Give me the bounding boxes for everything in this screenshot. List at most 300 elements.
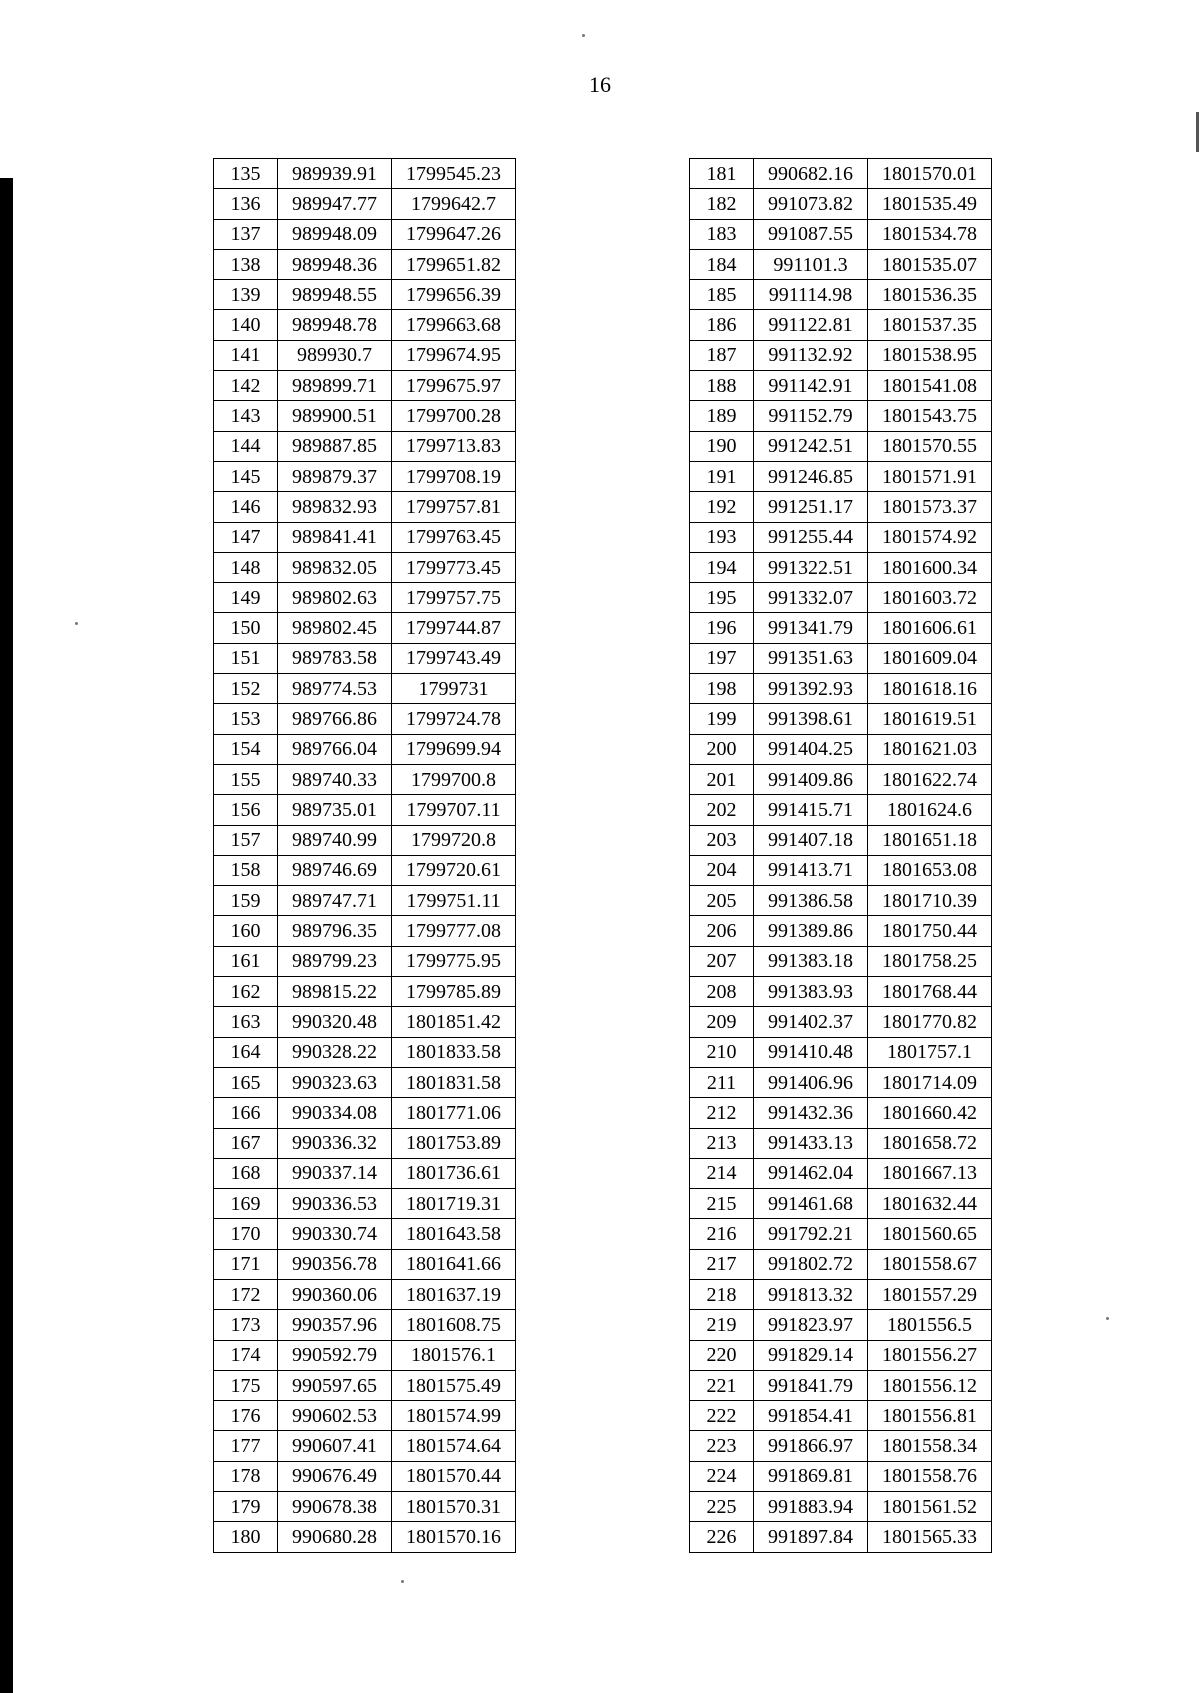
table-row (690, 189, 992, 219)
x-coordinate-cell: 991242.51 (754, 431, 868, 461)
x-coordinate-cell: 989841.41 (278, 522, 392, 552)
table-row (214, 643, 516, 673)
x-coordinate-cell: 991073.82 (754, 189, 868, 219)
x-coordinate-cell: 989832.05 (278, 552, 392, 582)
y-coordinate-cell: 1801768.44 (868, 977, 992, 1007)
x-coordinate-cell: 991114.98 (754, 280, 868, 310)
x-coordinate-cell: 991415.71 (754, 795, 868, 825)
scan-edge-bar (0, 178, 13, 1693)
y-coordinate-cell: 1799642.7 (392, 189, 516, 219)
point-number-cell: 151 (214, 643, 278, 673)
y-coordinate-cell: 1801753.89 (392, 1128, 516, 1158)
x-coordinate-cell: 991351.63 (754, 643, 868, 673)
y-coordinate-cell: 1801660.42 (868, 1098, 992, 1128)
x-coordinate-cell: 991413.71 (754, 855, 868, 885)
table-row (690, 371, 992, 401)
y-coordinate-cell: 1799651.82 (392, 249, 516, 279)
x-coordinate-cell: 990360.06 (278, 1279, 392, 1309)
point-number-cell: 143 (214, 401, 278, 431)
x-coordinate-cell: 989740.99 (278, 825, 392, 855)
y-coordinate-cell: 1801651.18 (868, 825, 992, 855)
y-coordinate-cell: 1799777.08 (392, 916, 516, 946)
table-row (690, 704, 992, 734)
y-coordinate-cell: 1801618.16 (868, 674, 992, 704)
x-coordinate-cell: 990682.16 (754, 159, 868, 189)
point-number-cell: 164 (214, 1037, 278, 1067)
table-row (690, 825, 992, 855)
table-row (690, 916, 992, 946)
y-coordinate-cell: 1801543.75 (868, 401, 992, 431)
table-row (214, 1037, 516, 1067)
point-number-cell: 208 (690, 977, 754, 1007)
point-number-cell: 186 (690, 310, 754, 340)
scan-speck (1106, 1317, 1109, 1320)
point-number-cell: 222 (690, 1401, 754, 1431)
x-coordinate-cell: 991461.68 (754, 1189, 868, 1219)
point-number-cell: 152 (214, 674, 278, 704)
y-coordinate-cell: 1801558.67 (868, 1249, 992, 1279)
point-number-cell: 211 (690, 1067, 754, 1097)
y-coordinate-cell: 1801571.91 (868, 461, 992, 491)
table-row (690, 583, 992, 613)
table-row (214, 401, 516, 431)
table-row (214, 461, 516, 491)
y-coordinate-cell: 1801606.61 (868, 613, 992, 643)
x-coordinate-cell: 991255.44 (754, 522, 868, 552)
table-row (214, 764, 516, 794)
y-coordinate-cell: 1801622.74 (868, 764, 992, 794)
y-coordinate-cell: 1799720.8 (392, 825, 516, 855)
x-coordinate-cell: 989799.23 (278, 946, 392, 976)
x-coordinate-cell: 989899.71 (278, 371, 392, 401)
x-coordinate-cell: 989900.51 (278, 401, 392, 431)
table-row (214, 795, 516, 825)
y-coordinate-cell: 1799700.28 (392, 401, 516, 431)
y-coordinate-cell: 1801570.01 (868, 159, 992, 189)
y-coordinate-cell: 1799724.78 (392, 704, 516, 734)
point-number-cell: 203 (690, 825, 754, 855)
x-coordinate-cell: 991841.79 (754, 1370, 868, 1400)
y-coordinate-cell: 1801609.04 (868, 643, 992, 673)
y-coordinate-cell: 1801603.72 (868, 583, 992, 613)
point-number-cell: 220 (690, 1340, 754, 1370)
x-coordinate-cell: 991251.17 (754, 492, 868, 522)
point-number-cell: 225 (690, 1492, 754, 1522)
point-number-cell: 189 (690, 401, 754, 431)
table-row (690, 1249, 992, 1279)
table-row (214, 219, 516, 249)
y-coordinate-cell: 1801537.35 (868, 310, 992, 340)
y-coordinate-cell: 1799773.45 (392, 552, 516, 582)
point-number-cell: 172 (214, 1279, 278, 1309)
y-coordinate-cell: 1799743.49 (392, 643, 516, 673)
x-coordinate-cell: 991869.81 (754, 1461, 868, 1491)
table-row (214, 340, 516, 370)
table-row (214, 1128, 516, 1158)
y-coordinate-cell: 1801535.07 (868, 249, 992, 279)
y-coordinate-cell: 1801574.64 (392, 1431, 516, 1461)
x-coordinate-cell: 991829.14 (754, 1340, 868, 1370)
x-coordinate-cell: 991087.55 (754, 219, 868, 249)
y-coordinate-cell: 1799699.94 (392, 734, 516, 764)
point-number-cell: 212 (690, 1098, 754, 1128)
table-row (214, 1189, 516, 1219)
y-coordinate-cell: 1801710.39 (868, 886, 992, 916)
point-number-cell: 153 (214, 704, 278, 734)
y-coordinate-cell: 1799656.39 (392, 280, 516, 310)
y-coordinate-cell: 1801714.09 (868, 1067, 992, 1097)
scan-speck (582, 34, 585, 37)
y-coordinate-cell: 1801558.76 (868, 1461, 992, 1491)
x-coordinate-cell: 991122.81 (754, 310, 868, 340)
x-coordinate-cell: 991802.72 (754, 1249, 868, 1279)
table-row (214, 734, 516, 764)
y-coordinate-cell: 1801573.37 (868, 492, 992, 522)
y-coordinate-cell: 1801770.82 (868, 1007, 992, 1037)
y-coordinate-cell: 1801570.44 (392, 1461, 516, 1491)
point-number-cell: 209 (690, 1007, 754, 1037)
point-number-cell: 226 (690, 1522, 754, 1552)
x-coordinate-cell: 991152.79 (754, 401, 868, 431)
table-row (214, 704, 516, 734)
table-row (690, 219, 992, 249)
table-row (214, 1310, 516, 1340)
x-coordinate-cell: 991132.92 (754, 340, 868, 370)
table-row (690, 522, 992, 552)
table-row (690, 1279, 992, 1309)
x-coordinate-cell: 990336.53 (278, 1189, 392, 1219)
y-coordinate-cell: 1801574.92 (868, 522, 992, 552)
y-coordinate-cell: 1799545.23 (392, 159, 516, 189)
table-row (690, 795, 992, 825)
y-coordinate-cell: 1801667.13 (868, 1158, 992, 1188)
table-row (214, 583, 516, 613)
point-number-cell: 219 (690, 1310, 754, 1340)
y-coordinate-cell: 1801541.08 (868, 371, 992, 401)
table-row (214, 1522, 516, 1552)
point-number-cell: 178 (214, 1461, 278, 1491)
table-row (214, 886, 516, 916)
x-coordinate-cell: 990597.65 (278, 1370, 392, 1400)
y-coordinate-cell: 1801719.31 (392, 1189, 516, 1219)
point-number-cell: 156 (214, 795, 278, 825)
x-coordinate-cell: 991407.18 (754, 825, 868, 855)
table-row (214, 613, 516, 643)
x-coordinate-cell: 991341.79 (754, 613, 868, 643)
point-number-cell: 201 (690, 764, 754, 794)
x-coordinate-cell: 991883.94 (754, 1492, 868, 1522)
point-number-cell: 137 (214, 219, 278, 249)
table-row (690, 1067, 992, 1097)
x-coordinate-cell: 990336.32 (278, 1128, 392, 1158)
table-row (690, 552, 992, 582)
x-coordinate-cell: 990328.22 (278, 1037, 392, 1067)
table-row (214, 492, 516, 522)
y-coordinate-cell: 1801600.34 (868, 552, 992, 582)
table-row (690, 1340, 992, 1370)
y-coordinate-cell: 1801831.58 (392, 1067, 516, 1097)
point-number-cell: 147 (214, 522, 278, 552)
point-number-cell: 204 (690, 855, 754, 885)
table-row (214, 1461, 516, 1491)
table-row (690, 401, 992, 431)
y-coordinate-cell: 1799751.11 (392, 886, 516, 916)
y-coordinate-cell: 1799775.95 (392, 946, 516, 976)
x-coordinate-cell: 989948.36 (278, 249, 392, 279)
table-row (690, 946, 992, 976)
table-row (690, 643, 992, 673)
table-row (690, 159, 992, 189)
point-number-cell: 217 (690, 1249, 754, 1279)
y-coordinate-cell: 1801565.33 (868, 1522, 992, 1552)
point-number-cell: 191 (690, 461, 754, 491)
y-coordinate-cell: 1801538.95 (868, 340, 992, 370)
x-coordinate-cell: 990680.28 (278, 1522, 392, 1552)
table-row (214, 431, 516, 461)
x-coordinate-cell: 989796.35 (278, 916, 392, 946)
x-coordinate-cell: 989832.93 (278, 492, 392, 522)
y-coordinate-cell: 1801558.34 (868, 1431, 992, 1461)
table-row (690, 1007, 992, 1037)
y-coordinate-cell: 1801632.44 (868, 1189, 992, 1219)
table-row (690, 613, 992, 643)
y-coordinate-cell: 1799744.87 (392, 613, 516, 643)
x-coordinate-cell: 989746.69 (278, 855, 392, 885)
x-coordinate-cell: 991897.84 (754, 1522, 868, 1552)
x-coordinate-cell: 991823.97 (754, 1310, 868, 1340)
y-coordinate-cell: 1801576.1 (392, 1340, 516, 1370)
point-number-cell: 183 (690, 219, 754, 249)
point-number-cell: 159 (214, 886, 278, 916)
y-coordinate-cell: 1799708.19 (392, 461, 516, 491)
x-coordinate-cell: 991389.86 (754, 916, 868, 946)
point-number-cell: 170 (214, 1219, 278, 1249)
point-number-cell: 139 (214, 280, 278, 310)
y-coordinate-cell: 1799700.8 (392, 764, 516, 794)
table-row (690, 461, 992, 491)
x-coordinate-cell: 990334.08 (278, 1098, 392, 1128)
y-coordinate-cell: 1799674.95 (392, 340, 516, 370)
table-row (214, 1401, 516, 1431)
x-coordinate-cell: 989747.71 (278, 886, 392, 916)
x-coordinate-cell: 991383.93 (754, 977, 868, 1007)
point-number-cell: 136 (214, 189, 278, 219)
y-coordinate-cell: 1801653.08 (868, 855, 992, 885)
point-number-cell: 161 (214, 946, 278, 976)
y-coordinate-cell: 1799713.83 (392, 431, 516, 461)
y-coordinate-cell: 1801641.66 (392, 1249, 516, 1279)
point-number-cell: 167 (214, 1128, 278, 1158)
point-number-cell: 157 (214, 825, 278, 855)
x-coordinate-cell: 991433.13 (754, 1128, 868, 1158)
table-row (214, 1492, 516, 1522)
scan-speck (401, 1580, 404, 1583)
x-coordinate-cell: 991246.85 (754, 461, 868, 491)
point-number-cell: 180 (214, 1522, 278, 1552)
table-row (690, 855, 992, 885)
y-coordinate-cell: 1799720.61 (392, 855, 516, 885)
x-coordinate-cell: 991410.48 (754, 1037, 868, 1067)
y-coordinate-cell: 1801556.5 (868, 1310, 992, 1340)
point-number-cell: 210 (690, 1037, 754, 1067)
y-coordinate-cell: 1799707.11 (392, 795, 516, 825)
x-coordinate-cell: 990676.49 (278, 1461, 392, 1491)
table-row (690, 734, 992, 764)
x-coordinate-cell: 989774.53 (278, 674, 392, 704)
x-coordinate-cell: 990320.48 (278, 1007, 392, 1037)
point-number-cell: 206 (690, 916, 754, 946)
table-row (214, 552, 516, 582)
point-number-cell: 188 (690, 371, 754, 401)
table-row (690, 886, 992, 916)
table-row (690, 1158, 992, 1188)
y-coordinate-cell: 1801750.44 (868, 916, 992, 946)
point-number-cell: 162 (214, 977, 278, 1007)
y-coordinate-cell: 1801758.25 (868, 946, 992, 976)
table-row (690, 1037, 992, 1067)
x-coordinate-cell: 989930.7 (278, 340, 392, 370)
y-coordinate-cell: 1801833.58 (392, 1037, 516, 1067)
point-number-cell: 185 (690, 280, 754, 310)
x-coordinate-cell: 989740.33 (278, 764, 392, 794)
y-coordinate-cell: 1801574.99 (392, 1401, 516, 1431)
x-coordinate-cell: 991792.21 (754, 1219, 868, 1249)
table-row (690, 280, 992, 310)
y-coordinate-cell: 1801556.81 (868, 1401, 992, 1431)
x-coordinate-cell: 990592.79 (278, 1340, 392, 1370)
table-row (690, 1401, 992, 1431)
table-row (214, 1249, 516, 1279)
coordinates-table-right (689, 158, 992, 1553)
table-row (214, 522, 516, 552)
x-coordinate-cell: 991142.91 (754, 371, 868, 401)
table-row (214, 977, 516, 1007)
y-coordinate-cell: 1801608.75 (392, 1310, 516, 1340)
point-number-cell: 213 (690, 1128, 754, 1158)
table-row (214, 280, 516, 310)
table-row (214, 1279, 516, 1309)
point-number-cell: 216 (690, 1219, 754, 1249)
x-coordinate-cell: 989802.63 (278, 583, 392, 613)
point-number-cell: 223 (690, 1431, 754, 1461)
table-row (690, 1098, 992, 1128)
table-row (214, 1219, 516, 1249)
point-number-cell: 174 (214, 1340, 278, 1370)
x-coordinate-cell: 989766.86 (278, 704, 392, 734)
table-row (690, 431, 992, 461)
table-row (214, 855, 516, 885)
y-coordinate-cell: 1801535.49 (868, 189, 992, 219)
y-coordinate-cell: 1799663.68 (392, 310, 516, 340)
point-number-cell: 138 (214, 249, 278, 279)
point-number-cell: 141 (214, 340, 278, 370)
y-coordinate-cell: 1801534.78 (868, 219, 992, 249)
x-coordinate-cell: 991409.86 (754, 764, 868, 794)
y-coordinate-cell: 1801624.6 (868, 795, 992, 825)
point-number-cell: 148 (214, 552, 278, 582)
point-number-cell: 150 (214, 613, 278, 643)
x-coordinate-cell: 989735.01 (278, 795, 392, 825)
table-row (690, 1370, 992, 1400)
page-number: 16 (589, 72, 611, 97)
x-coordinate-cell: 990330.74 (278, 1219, 392, 1249)
y-coordinate-cell: 1801557.29 (868, 1279, 992, 1309)
point-number-cell: 158 (214, 855, 278, 885)
x-coordinate-cell: 991404.25 (754, 734, 868, 764)
x-coordinate-cell: 989939.91 (278, 159, 392, 189)
x-coordinate-cell: 990357.96 (278, 1310, 392, 1340)
y-coordinate-cell: 1799757.75 (392, 583, 516, 613)
point-number-cell: 215 (690, 1189, 754, 1219)
point-number-cell: 149 (214, 583, 278, 613)
table-row (214, 1340, 516, 1370)
table-row (690, 492, 992, 522)
y-coordinate-cell: 1801621.03 (868, 734, 992, 764)
y-coordinate-cell: 1801575.49 (392, 1370, 516, 1400)
table-row (214, 371, 516, 401)
x-coordinate-cell: 989948.78 (278, 310, 392, 340)
table-row (214, 189, 516, 219)
x-coordinate-cell: 991101.3 (754, 249, 868, 279)
point-number-cell: 207 (690, 946, 754, 976)
point-number-cell: 190 (690, 431, 754, 461)
x-coordinate-cell: 991406.96 (754, 1067, 868, 1097)
point-number-cell: 192 (690, 492, 754, 522)
point-number-cell: 163 (214, 1007, 278, 1037)
x-coordinate-cell: 991322.51 (754, 552, 868, 582)
x-coordinate-cell: 990607.41 (278, 1431, 392, 1461)
point-number-cell: 173 (214, 1310, 278, 1340)
y-coordinate-cell: 1799763.45 (392, 522, 516, 552)
point-number-cell: 140 (214, 310, 278, 340)
y-coordinate-cell: 1799757.81 (392, 492, 516, 522)
point-number-cell: 176 (214, 1401, 278, 1431)
point-number-cell: 169 (214, 1189, 278, 1219)
x-coordinate-cell: 989815.22 (278, 977, 392, 1007)
table-row (214, 310, 516, 340)
coordinates-table-left (213, 158, 516, 1553)
y-coordinate-cell: 1799647.26 (392, 219, 516, 249)
x-coordinate-cell: 991383.18 (754, 946, 868, 976)
x-coordinate-cell: 989879.37 (278, 461, 392, 491)
point-number-cell: 221 (690, 1370, 754, 1400)
y-coordinate-cell: 1801736.61 (392, 1158, 516, 1188)
point-number-cell: 194 (690, 552, 754, 582)
table-row (214, 249, 516, 279)
point-number-cell: 181 (690, 159, 754, 189)
y-coordinate-cell: 1801556.12 (868, 1370, 992, 1400)
x-coordinate-cell: 989887.85 (278, 431, 392, 461)
point-number-cell: 166 (214, 1098, 278, 1128)
y-coordinate-cell: 1801570.31 (392, 1492, 516, 1522)
table-row (690, 674, 992, 704)
table-row (690, 977, 992, 1007)
point-number-cell: 142 (214, 371, 278, 401)
y-coordinate-cell: 1801643.58 (392, 1219, 516, 1249)
x-coordinate-cell: 991866.97 (754, 1431, 868, 1461)
y-coordinate-cell: 1801757.1 (868, 1037, 992, 1067)
point-number-cell: 168 (214, 1158, 278, 1188)
table-row (690, 1461, 992, 1491)
point-number-cell: 200 (690, 734, 754, 764)
x-coordinate-cell: 991813.32 (754, 1279, 868, 1309)
table-row (214, 1158, 516, 1188)
point-number-cell: 184 (690, 249, 754, 279)
point-number-cell: 187 (690, 340, 754, 370)
scan-edge-mark (1196, 112, 1199, 152)
x-coordinate-cell: 990602.53 (278, 1401, 392, 1431)
table-row (214, 1007, 516, 1037)
